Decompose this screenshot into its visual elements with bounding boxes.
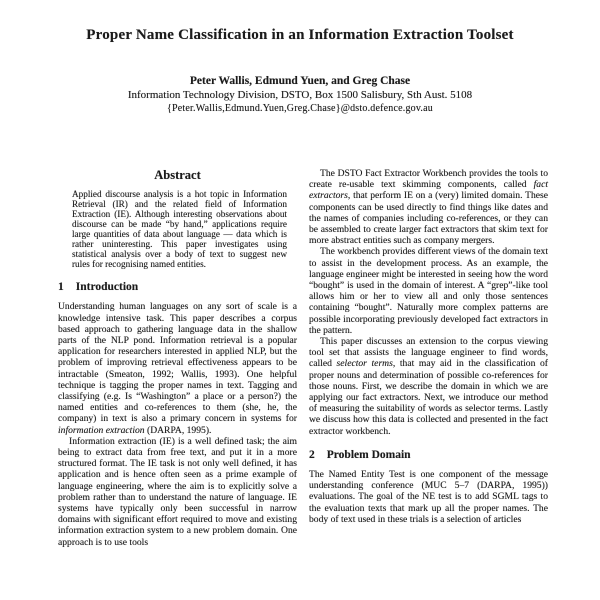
paragraph	[309, 168, 548, 246]
paragraph: The workbench provides different views of the domain text to assist in the development process. As an example, the language engineer might be interested in seeing how the word “bought” is used in the domain of interest. A “grep”-like tool allows him or her to view all and only those sentences containing “bought”. Naturally more complex patterns are possible incorporating previously developed fact extractors in the pattern.	[309, 246, 548, 336]
right-column	[309, 168, 548, 548]
authors-line: Peter Wallis, Edmund Yuen, and Greg Chase	[189, 75, 411, 87]
paragraph-text: This paper discusses an extension to the corpus viewing tool set that assists the language engineer to find words, called	[309, 336, 548, 370]
paragraph: Information extraction (IE) is a well defined task; the aim being to extract data from free text, and put it in a more structured format. The IE task is not only well defined, it has application and is hence often seen as a prime example of language engineering, where the aim is to explicitly solve a problem rather than to understand the nature of language. IE systems have typically only been successful in narrow domains with significant effort required to move and existing information extraction system to a new problem domain. One approach is to use tools	[58, 435, 297, 548]
italic-term: fact extractors	[309, 179, 548, 202]
paragraph-text: The DSTO Fact Extractor Workbench provides the tools to create re-usable text skimming components, called	[309, 168, 548, 191]
paragraph	[309, 336, 548, 437]
paragraph: The Named Entity Test is one component of the message understanding conference (MUC 5–7 (DARPA, 1995)) evaluations. The goal of the NE test is to add SGML tags to the evaluation texts that mark up all the proper names. The body of text used in these trials is a selection of articles	[309, 469, 548, 525]
italic-term: information extraction	[58, 424, 145, 436]
abstract-text: Applied discourse analysis is a hot topic in Information Retrieval (IR) and the related field of Information Extraction (IE). Although interesting observations about discourse can be made “by hand,” applications require large quantities of data about language — data which is rather uninteresting. This paper investigates using statistical analysis over a body of text to suggest new rules for recognising named entities.	[72, 189, 287, 270]
paper-title: Proper Name Classification in an Information Extraction Toolset	[86, 27, 514, 43]
abstract-heading: Abstract	[154, 168, 201, 182]
section-number: 2	[309, 448, 315, 461]
left-column	[58, 168, 297, 548]
affiliation-line: Information Technology Division, DSTO, Box 1500 Salisbury, Sth Aust. 5108	[127, 89, 473, 101]
email-line: {Peter.Wallis,Edmund.Yuen,Greg.Chase}@dsto.defence.gov.au	[167, 103, 433, 114]
paragraph-text: , that perform IE on a (very) limited domain. These components can be used directly to find things like dates and the names of companies including co-references, or they can be assembled to create larger fact extractors that skim text for more abstract entities such as company mergers.	[309, 190, 548, 247]
paragraph	[58, 301, 297, 435]
section-heading-problem-domain	[309, 450, 548, 461]
paragraph-text: Understanding human languages on any sort of scale is a knowledge intensive task. This paper describes a corpus based approach to gathering language data in the shallow parts of the NLP pond. Information retrieval is a popular application for researchers interested in applied NLP, but the problem of improving retrieval effectiveness appears to be intractable (Smeaton, 1992; Wallis, 1993). One helpful technique is tagging the proper names in text. Tagging and classifying (e.g. Is “Washington” a place or a person?) the named entities and co-references to them (she, he, the company) in text is also a primary concern in systems for	[58, 301, 297, 425]
section-heading-introduction	[58, 282, 297, 293]
section-number: 1	[58, 281, 64, 294]
paragraph-text: , that may aid in the classification of proper nouns and determination of possible co-references for those nouns. First, we describe the domain in which we are applying our fact extractors. Next, we introduce our method of measuring the suitability of words as selector terms. Lastly we discuss how this data is collected and presented in the fact extractor workbench.	[309, 358, 548, 437]
two-column-body	[0, 168, 600, 548]
section-title: Problem Domain	[326, 448, 411, 461]
italic-term: selector terms	[336, 358, 393, 370]
section-title: Introduction	[75, 281, 139, 294]
paragraph-text: (DARPA, 1995).	[144, 424, 212, 436]
